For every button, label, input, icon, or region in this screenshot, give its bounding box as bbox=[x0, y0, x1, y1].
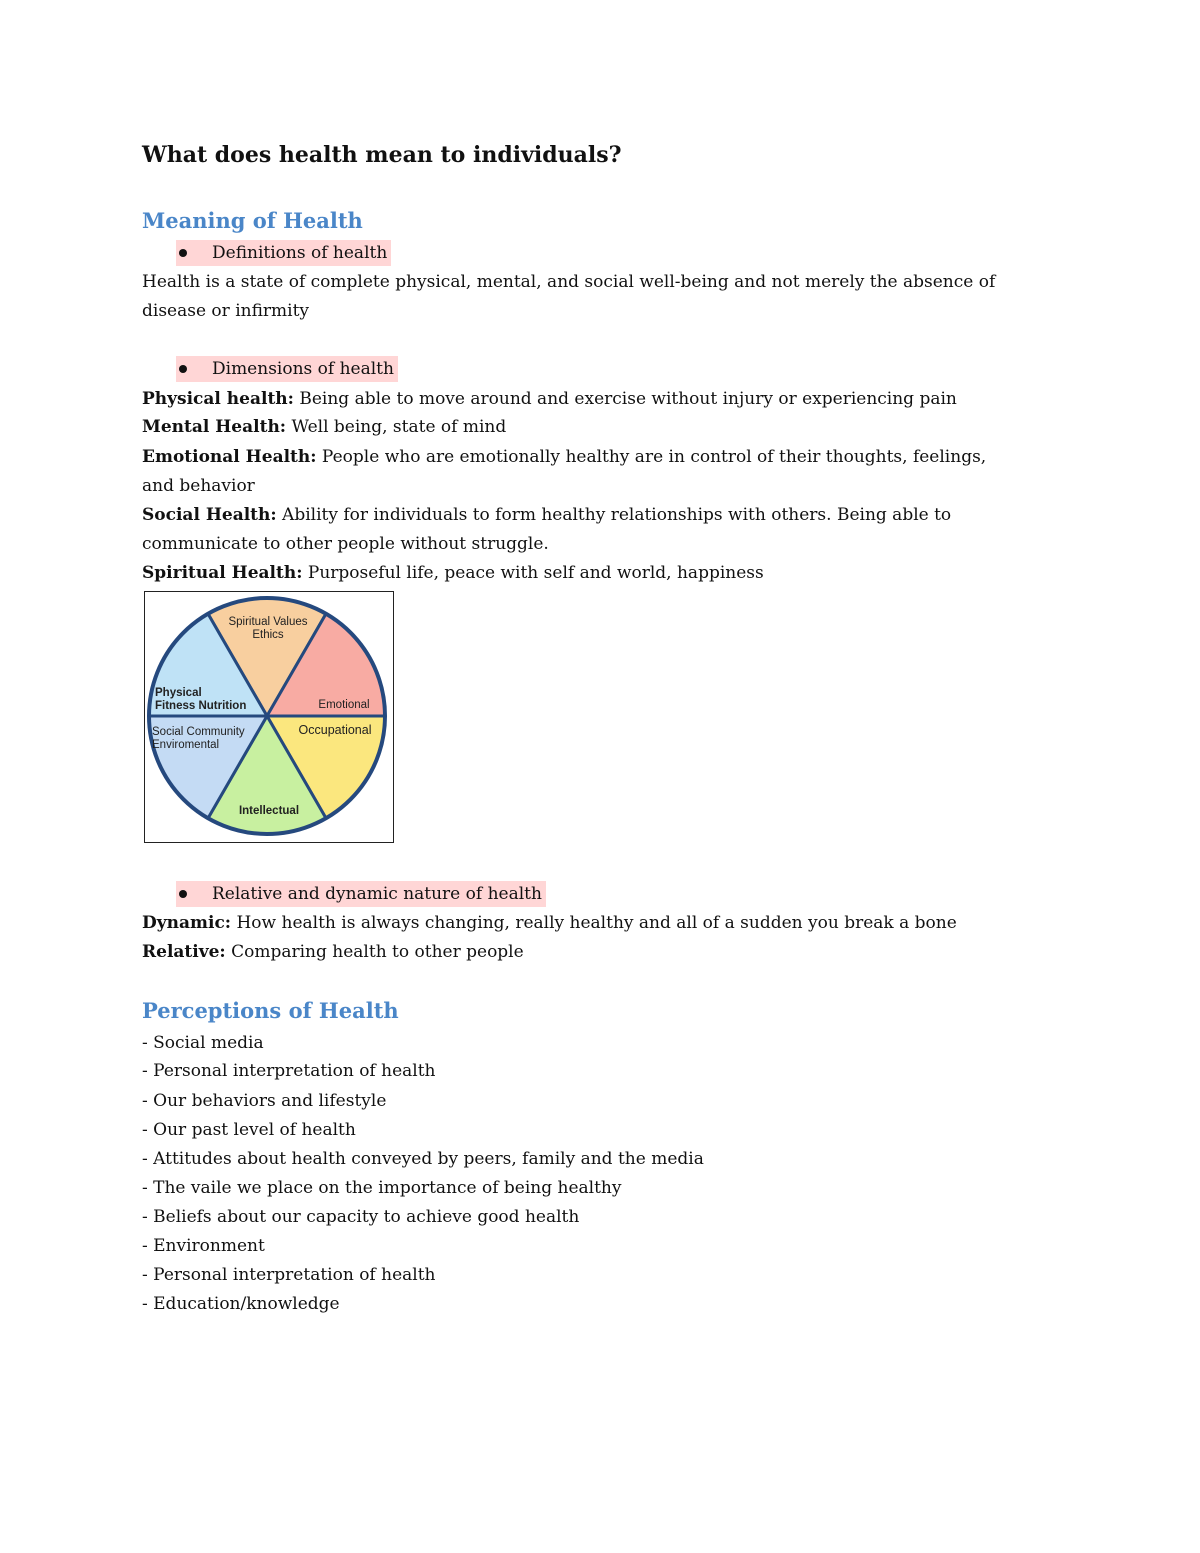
highlight-relative-dynamic bbox=[176, 881, 546, 907]
highlight-definitions bbox=[176, 240, 391, 266]
wheel-label-physical-2: Fitness Nutrition bbox=[155, 700, 247, 712]
relative-text: Comparing health to other people bbox=[225, 942, 524, 962]
bullet-dot-icon bbox=[179, 890, 187, 898]
highlight-dimensions bbox=[176, 356, 398, 382]
dimension-emotional-text: People who are emotionally healthy are in control of their thoughts, feelings, bbox=[316, 447, 987, 467]
dimension-mental-text: Well being, state of mind bbox=[286, 417, 507, 437]
bullet-dot-icon bbox=[179, 249, 187, 257]
bullet-dot-icon bbox=[179, 365, 187, 373]
perception-item: - Social media bbox=[142, 1033, 264, 1053]
bullet-definitions-label: Definitions of health bbox=[212, 243, 388, 263]
relative-label: Relative: bbox=[142, 942, 226, 962]
perception-item: - Education/knowledge bbox=[142, 1294, 340, 1314]
dimension-social-label: Social Health: bbox=[142, 505, 277, 525]
wheel-label-intellectual: Intellectual bbox=[238, 805, 300, 817]
definition-text-line-1: Health is a state of complete physical, mental, and social well-being and not merely the absence of bbox=[142, 272, 996, 292]
perception-item: - Environment bbox=[142, 1236, 265, 1256]
dimension-physical-label: Physical health: bbox=[142, 389, 294, 409]
wheel-label-emotional: Emotional bbox=[318, 699, 370, 711]
bullet-dimensions-label: Dimensions of health bbox=[212, 359, 394, 379]
dynamic-text: How health is always changing, really healthy and all of a sudden you break a bone bbox=[231, 913, 957, 933]
bullet-relative-label: Relative and dynamic nature of health bbox=[212, 884, 542, 904]
relative-line bbox=[142, 939, 524, 965]
dimension-emotional-label: Emotional Health: bbox=[142, 447, 317, 467]
wheel-label-social-2: Enviromental bbox=[152, 739, 220, 751]
perception-item: - Attitudes about health conveyed by peers, family and the media bbox=[142, 1149, 704, 1169]
dimension-emotional bbox=[142, 444, 986, 470]
dimension-mental bbox=[142, 414, 506, 440]
dimension-social bbox=[142, 502, 951, 528]
perception-item: - Our past level of health bbox=[142, 1120, 356, 1140]
perception-item: - Personal interpretation of health bbox=[142, 1265, 436, 1285]
perception-item: - The vaile we place on the importance of being healthy bbox=[142, 1178, 622, 1198]
wellness-wheel-svg bbox=[145, 592, 393, 842]
wheel-label-social-1: Social Community bbox=[152, 726, 245, 738]
perception-item: - Personal interpretation of health bbox=[142, 1061, 436, 1081]
dimension-emotional-cont: and behavior bbox=[142, 476, 255, 496]
dimension-physical bbox=[142, 386, 957, 412]
dimension-spiritual-text: Purposeful life, peace with self and world, happiness bbox=[302, 563, 764, 583]
definition-text-line-2: disease or infirmity bbox=[142, 301, 310, 321]
perception-item: - Our behaviors and lifestyle bbox=[142, 1091, 387, 1111]
dimension-physical-text: Being able to move around and exercise without injury or experiencing pain bbox=[293, 389, 957, 409]
wellness-wheel-figure bbox=[144, 591, 394, 843]
dynamic-line bbox=[142, 910, 957, 936]
bullet-definitions bbox=[176, 240, 391, 266]
document-title: What does health mean to individuals? bbox=[142, 142, 622, 168]
dimension-social-cont: communicate to other people without struggle. bbox=[142, 534, 549, 554]
bullet-dimensions bbox=[176, 356, 398, 382]
perception-item: - Beliefs about our capacity to achieve good health bbox=[142, 1207, 580, 1227]
wheel-label-occupational: Occupational bbox=[298, 723, 372, 737]
wheel-label-spiritual-2: Ethics bbox=[252, 629, 284, 641]
section-heading-meaning: Meaning of Health bbox=[142, 208, 363, 233]
bullet-relative-dynamic bbox=[176, 881, 546, 907]
section-heading-perceptions: Perceptions of Health bbox=[142, 998, 399, 1023]
dimension-spiritual-label: Spiritual Health: bbox=[142, 563, 303, 583]
wheel-label-spiritual-1: Spiritual Values bbox=[228, 616, 308, 628]
dimension-social-text: Ability for individuals to form healthy relationships with others. Being able to bbox=[276, 505, 952, 525]
dimension-mental-label: Mental Health: bbox=[142, 417, 287, 437]
dynamic-label: Dynamic: bbox=[142, 913, 232, 933]
dimension-spiritual bbox=[142, 560, 764, 586]
wheel-label-physical-1: Physical bbox=[155, 687, 202, 699]
